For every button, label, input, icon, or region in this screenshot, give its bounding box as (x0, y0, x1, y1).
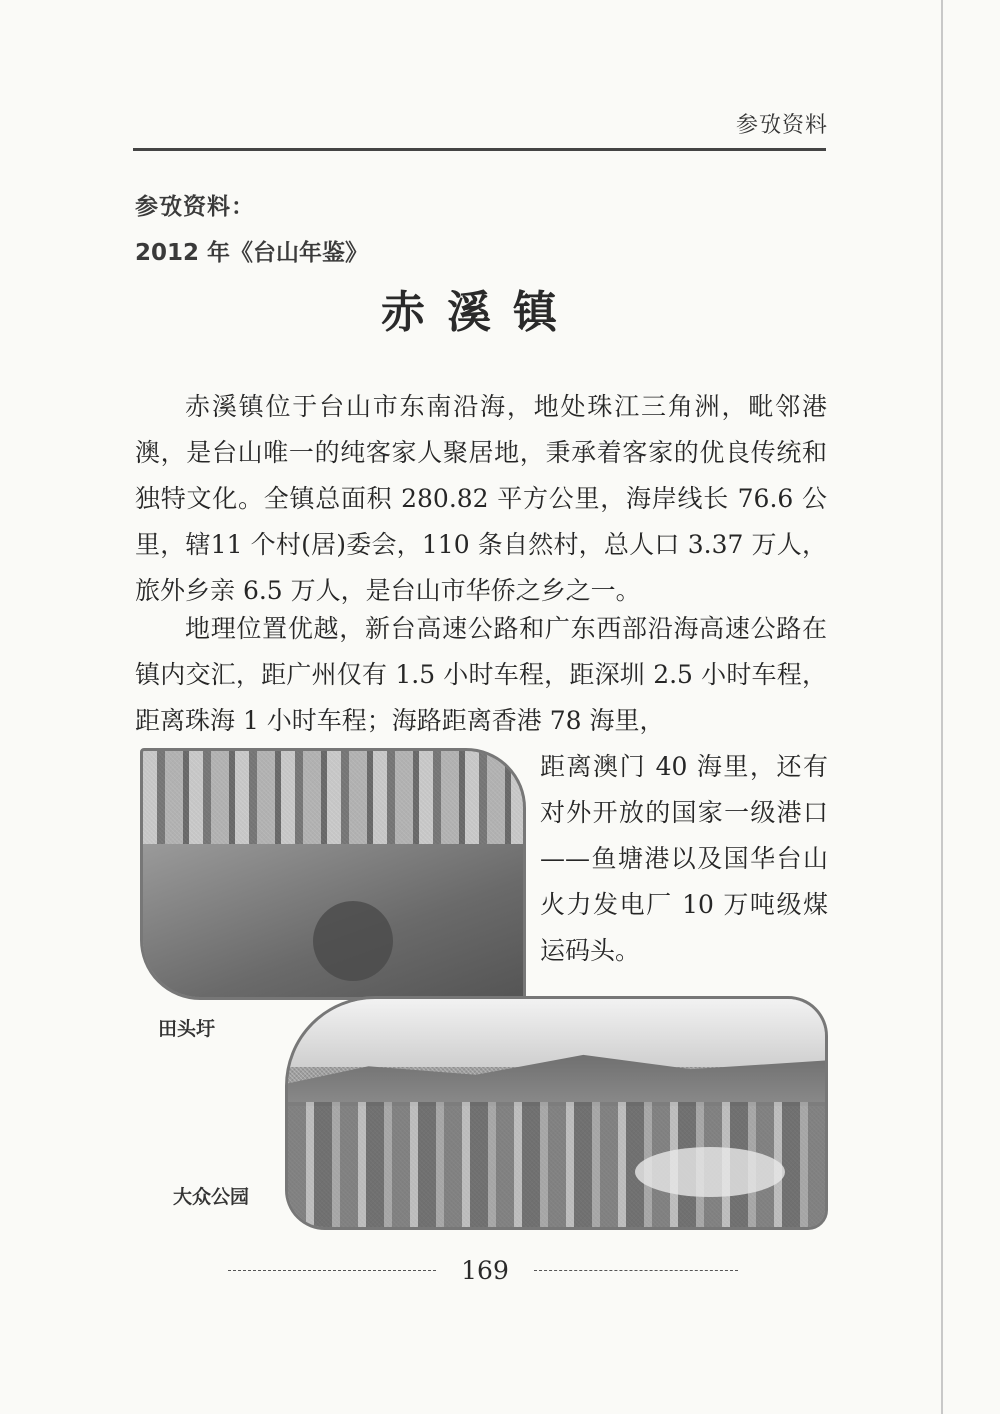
running-header: 参攷资料 (735, 113, 828, 138)
photo-tiantouxu (140, 748, 526, 1000)
photo-tree (313, 901, 393, 981)
page-number: 169 (461, 1256, 509, 1285)
page-edge-line (941, 0, 943, 1414)
paragraph-2: 地理位置优越，新台高速公路和广东西部沿海高速公路在镇内交汇，距广州仅有 1.5 小时车程，距深圳 2.5 小时车程，距离珠海 1 小时车程；海路距离香港 78 海里， (135, 614, 827, 735)
reference-label: 参攷资料： (135, 194, 255, 220)
paragraph-2-tail: 距离澳门 40 海里，还有对外开放的国家一级港口——鱼塘港以及国华台山火力发电厂 10 万吨级煤运码头。 (540, 752, 828, 965)
photo-pool (635, 1147, 785, 1197)
photo-sky (288, 999, 825, 1067)
article-title: 赤溪镇 (381, 287, 579, 338)
photo-caption-1: 田头圩 (158, 1018, 216, 1040)
header-rule (133, 148, 826, 151)
paragraph-1: 赤溪镇位于台山市东南沿海，地处珠江三角洲，毗邻港澳，是台山唯一的纯客家人聚居地，秉承着客家的优良传统和独特文化。全镇总面积 280.82 平方公里，海岸线长 76.6 公里，辖11 个村(居)委会，110 条自然村，总人口 3.37 万人，旅外乡亲 6.5 万人，是台山市华侨之乡之一。 (135, 392, 827, 605)
photo-caption-2: 大众公园 (173, 1186, 250, 1208)
photo-dazhong-park (285, 996, 828, 1230)
reference-source: 2012 年《台山年鉴》 (135, 240, 369, 266)
footer-rule-left (228, 1270, 436, 1272)
footer-rule-right (534, 1270, 738, 1272)
